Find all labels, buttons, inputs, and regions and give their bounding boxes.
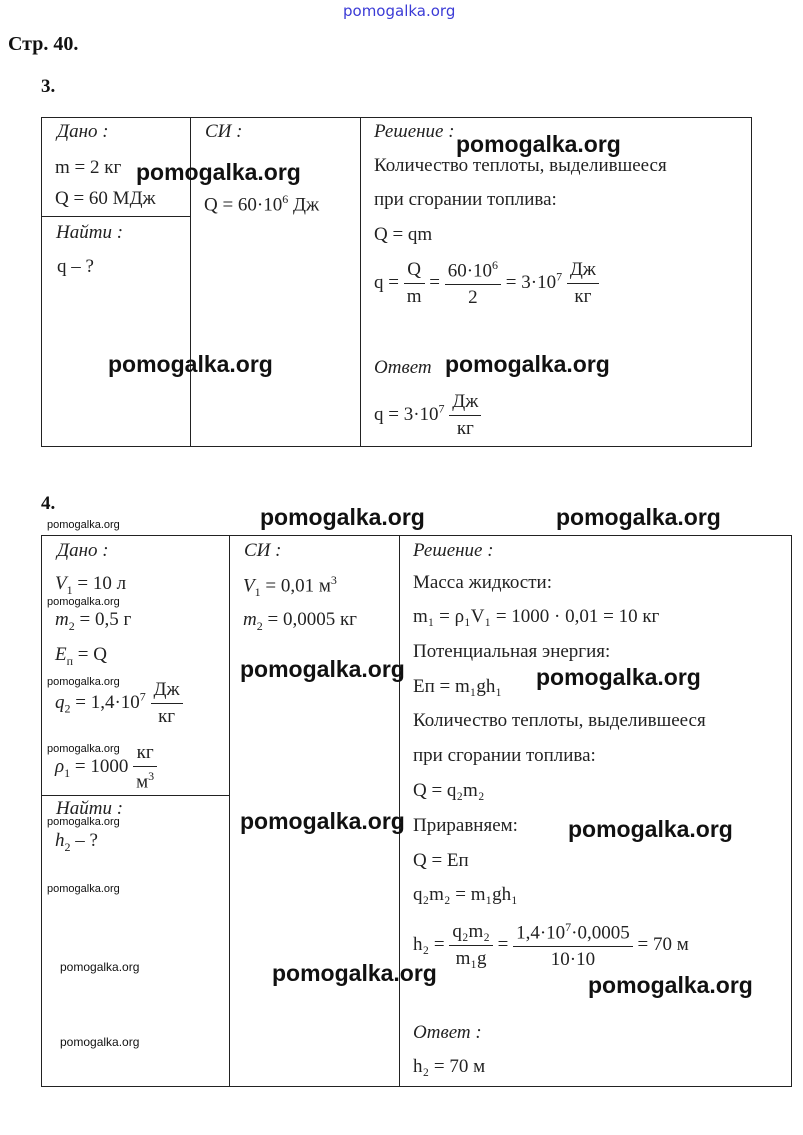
task4-rho-unit-den [133,767,157,793]
site-watermark-top: pomogalka.org [343,2,456,20]
task4-divider-1 [229,535,230,1087]
task4-q2-val: = 1,4·10 [70,691,140,713]
watermark-small: pomogalka.org [47,883,120,895]
task4-q2-sub: 2 [64,701,71,716]
task4-find-sub: 2 [64,839,71,854]
task4-en-sym: E [55,644,67,665]
task4-si-v1-sub: 1 [254,585,261,600]
task3-solution-text-1: Количество теплоты, выделившееся [374,155,667,176]
watermark-small: pomogalka.org [47,519,120,531]
task3-calc-f2-num [445,258,501,285]
task4-answer-header: Ответ : [413,1022,482,1043]
task4-final-f2-num-base: 1,4·10 [516,922,566,944]
task4-heat-text-2: при сгорании топлива: [413,745,596,766]
task4-heat-text-1: Количество теплоты, выделившееся [413,710,706,731]
watermark-small: pomogalka.org [60,960,140,974]
task3-solution-header: Решение : [374,121,455,142]
watermark: pomogalka.org [240,808,405,834]
task4-m2-sub: 2 [68,618,75,633]
task4-number: 4. [41,493,56,514]
task3-calc-lhs: q = [374,272,399,294]
task4-given-v1 [55,573,126,598]
task3-calc-f2-den: 2 [468,287,478,309]
task3-answer-header: Ответ [374,357,432,378]
watermark: pomogalka.org [272,960,437,986]
task4-en-sub: п [66,653,74,668]
task4-v1-sym: V [55,573,67,594]
task4-final [413,920,689,971]
task3-given-divider [41,216,190,217]
task4-final-f2-num-exp: 7 [565,920,572,934]
watermark-small: pomogalka.org [60,1035,140,1049]
page-label: Стр. 40. [8,33,79,55]
task4-mass-title: Масса жидкости: [413,572,552,593]
watermark: pomogalka.org [568,816,733,842]
task4-final-f1-den: m₁g [455,948,487,970]
task4-find-rest: – ? [70,830,98,851]
task4-rho-unit-den-exp: 3 [148,769,155,783]
task4-pot-formula: Eп = m₁gh₁ [413,676,503,697]
watermark-small: pomogalka.org [47,816,120,828]
watermark: pomogalka.org [260,504,425,530]
task4-mass-formula: m₁ = ρ₁V₁ = 1000 · 0,01 = 10 кг [413,606,660,627]
task3-find-header: Найти : [56,222,124,243]
task4-q2-unit [151,679,183,728]
task3-answer [374,391,481,440]
task3-calc-result-base: = 3·10 [505,272,557,294]
task3-si-q [204,192,319,216]
task3-calc-frac-2 [445,258,501,309]
task4-final-frac-1 [449,921,493,970]
task4-rho-unit-num: кг [133,742,157,767]
task4-find-sym: h [55,830,65,851]
task3-calc-eq: = [429,272,440,294]
task4-eq2: q₂m₂ = m₁gh₁ [413,884,518,905]
task4-si-v1-exp: 3 [330,573,337,587]
watermark-small: pomogalka.org [47,743,120,755]
task4-q2-exp: 7 [139,689,146,704]
task4-rho-unit-den-base: м [136,771,149,793]
watermark: pomogalka.org [588,972,753,998]
watermark-small: pomogalka.org [47,596,120,608]
watermark: pomogalka.org [136,159,301,185]
task4-final-f2-den: 10·10 [550,949,596,971]
task4-heat-formula: Q = q₂m₂ [413,780,485,801]
task4-si-m2-sub: 2 [256,618,263,633]
task4-si-v1-sym: V [243,575,255,597]
task3-answer-unit [449,391,481,440]
task3-calc-unit [567,259,599,308]
watermark: pomogalka.org [556,504,721,530]
task4-final-f2-num-rest: ·0,0005 [571,922,630,944]
task4-m2-val: = 0,5 г [74,609,132,630]
task4-v1-val: = 10 л [72,573,127,594]
task3-given-header: Дано : [57,121,109,142]
task4-final-eq: = [497,934,509,956]
watermark: pomogalka.org [240,656,405,682]
task3-given-q: Q = 60 МДж [55,188,156,209]
task4-q2-sym: q [55,691,65,713]
task4-si-header: СИ : [244,540,282,561]
task4-given-header: Дано : [57,540,109,561]
task4-v1-sub: 1 [66,582,73,597]
task4-eq1: Q = Eп [413,850,469,871]
task3-si-q-base: Q = 60·10 [204,194,283,216]
task4-find [55,830,98,855]
task4-final-result: = 70 м [637,934,689,956]
task4-si-m2 [243,609,357,634]
task4-si-v1 [243,573,337,600]
task3-si-q-exp: 6 [282,192,289,206]
task4-given-en [55,644,107,669]
task4-si-m2-val: = 0,0005 кг [262,609,357,630]
task3-calc-unit-den: кг [574,286,592,308]
task3-calc-result-exp: 7 [556,269,563,284]
task4-equate: Приравняем: [413,815,518,836]
task4-q2-unit-num: Дж [151,679,183,704]
task3-calc-f1-den: m [406,286,422,308]
task4-final-f2-num [513,920,633,947]
task3-si-q-unit: Дж [293,194,320,216]
task3-calc-unit-num: Дж [567,259,599,284]
task3-answer-base: q = 3·10 [374,403,439,425]
task4-final-frac-2 [513,920,633,971]
watermark: pomogalka.org [445,351,610,377]
task3-calc-f1-num: Q [404,259,425,284]
watermark: pomogalka.org [536,664,701,690]
watermark: pomogalka.org [456,131,621,157]
task4-answer: h₂ = 70 м [413,1056,486,1077]
task4-rho-val: = 1000 [70,756,129,778]
task4-find-header: Найти : [56,798,124,819]
task4-solution-header: Решение : [413,540,494,561]
task4-m2-sym: m [55,609,69,630]
task4-given-m2 [55,609,131,634]
task3-calc-frac-1 [404,259,425,308]
task4-q2-unit-den: кг [158,706,176,727]
task3-number: 3. [41,76,56,97]
task3-find: q – ? [57,256,94,277]
task4-final-lhs: h₂ = [413,934,445,956]
task4-final-f1-num: q₂m₂ [449,921,493,946]
task3-si-header: СИ : [205,121,243,142]
task4-si-m2-sym: m [243,609,257,630]
task3-answer-exp: 7 [438,401,445,416]
task4-rho-sym: ρ [55,756,65,778]
watermark: pomogalka.org [108,351,273,377]
task3-answer-unit-num: Дж [449,391,481,416]
task4-en-val: = Q [73,644,107,665]
task3-answer-unit-den: кг [456,418,474,439]
task4-rho-sub: 1 [64,765,71,780]
task4-pot-title: Потенциальная энергия: [413,641,611,662]
task3-calc [374,258,599,309]
task3-given-m: m = 2 кг [55,157,122,178]
task3-calc-f2-num-base: 60·10 [447,260,493,282]
task3-formula-1: Q = qm [374,224,433,245]
task4-given-divider [41,795,229,796]
task3-solution-text-2: при сгорании топлива: [374,189,557,210]
task4-rho-unit [133,742,157,793]
watermark-small: pomogalka.org [47,676,120,688]
task3-calc-f2-num-exp: 6 [492,258,499,272]
task4-si-v1-val: = 0,01 м [260,575,331,597]
task3-divider-2 [360,117,361,447]
